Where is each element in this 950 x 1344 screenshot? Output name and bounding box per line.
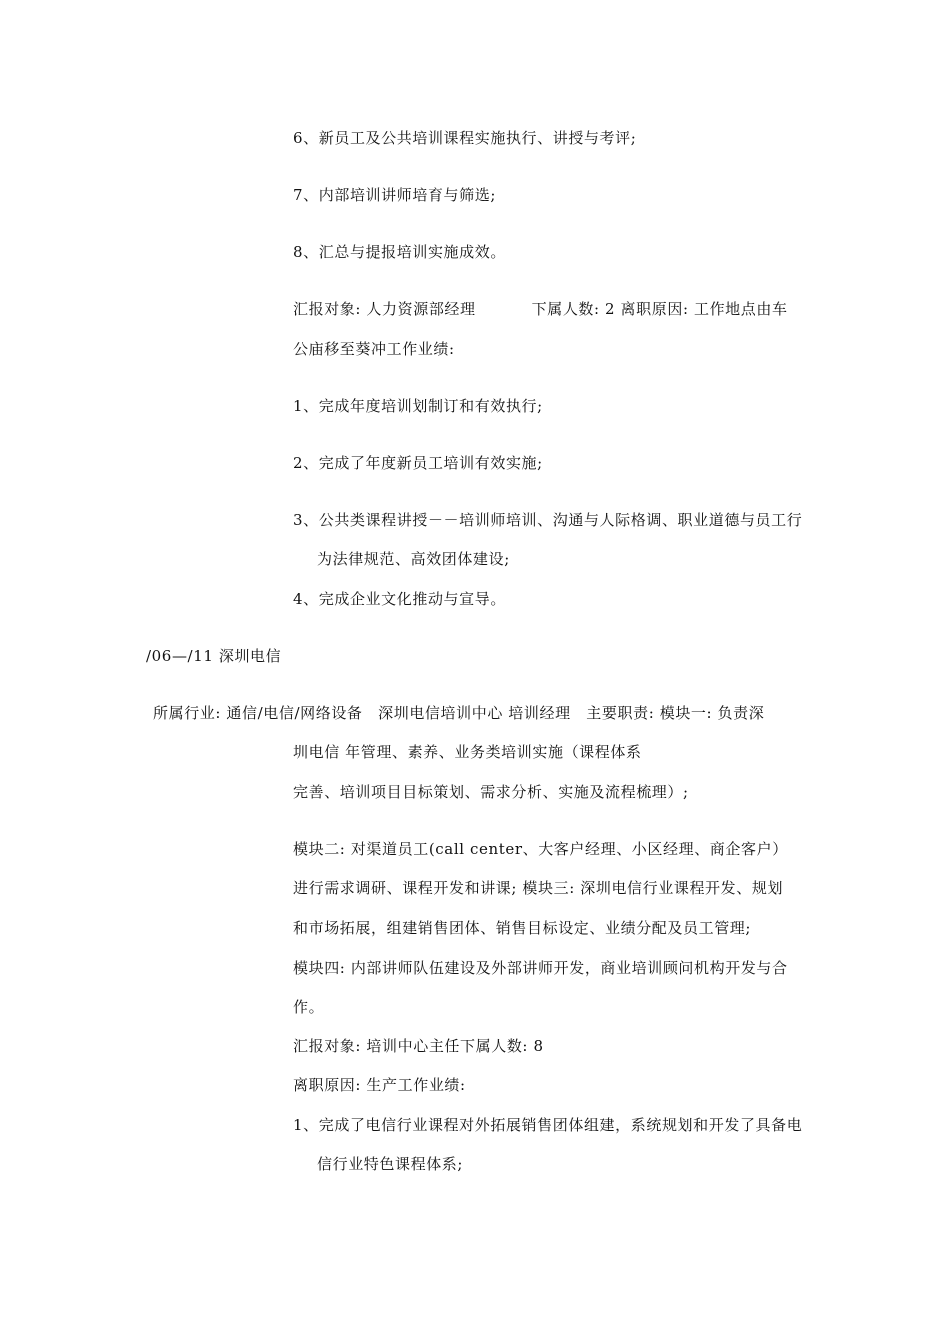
item-6: 6、新员工及公共培训课程实施执行、讲授与考评; xyxy=(293,129,637,147)
module-3-cont: 和市场拓展，组建销售团体、销售目标设定、业绩分配及员工管理; xyxy=(293,919,752,937)
report-line-2: 汇报对象: 培训中心主任下属人数: 8 xyxy=(293,1037,544,1055)
achievement-s2-1-cont: 信行业特色课程体系; xyxy=(317,1155,464,1173)
duty-cont-2: 完善、培训项目目标策划、需求分析、实施及流程梳理）; xyxy=(293,783,689,801)
report-subordinates: 下属人数: 2 离职原因: 工作地点由车 xyxy=(531,300,788,318)
achievement-3-cont: 为法律规范、高效团体建设; xyxy=(317,550,510,568)
achievement-2: 2、完成了年度新员工培训有效实施; xyxy=(293,454,543,472)
achievement-3: 3、公共类课程讲授－－培训师培训、沟通与人际格调、职业道德与员工行 xyxy=(293,511,803,529)
item-8: 8、汇总与提报培训实施成效。 xyxy=(293,243,506,261)
job-period: /06—/11 深圳电信 xyxy=(146,647,282,665)
achievement-1: 1、完成年度培训划制订和有效执行; xyxy=(293,397,543,415)
report-line-cont: 公庙移至葵冲工作业绩: xyxy=(293,340,455,358)
achievement-s2-1: 1、完成了电信行业课程对外拓展销售团体组建，系统规划和开发了具备电 xyxy=(293,1116,803,1134)
report-target: 汇报对象: 人力资源部经理 xyxy=(293,300,476,318)
report-line xyxy=(293,299,788,319)
leave-reason: 离职原因: 生产工作业绩: xyxy=(293,1076,466,1094)
duty-cont-1: 圳电信 年管理、素养、业务类培训实施（课程体系 xyxy=(293,743,642,761)
module-2-cont: 进行需求调研、课程开发和讲课; 模块三: 深圳电信行业课程开发、规划 xyxy=(293,879,784,897)
module-4: 模块四: 内部讲师队伍建设及外部讲师开发，商业培训顾问机构开发与合 xyxy=(293,959,788,977)
module-2: 模块二: 对渠道员工(call center、大客户经理、小区经理、商企客户） xyxy=(293,840,788,858)
module-4-cont: 作。 xyxy=(293,998,325,1016)
industry-line: 所属行业: 通信/电信/网络设备 深圳电信培训中心 培训经理 主要职责: 模块一: 负责深 xyxy=(153,704,765,722)
achievement-4: 4、完成企业文化推动与宣导。 xyxy=(293,590,506,608)
item-7: 7、内部培训讲师培育与筛选; xyxy=(293,186,496,204)
